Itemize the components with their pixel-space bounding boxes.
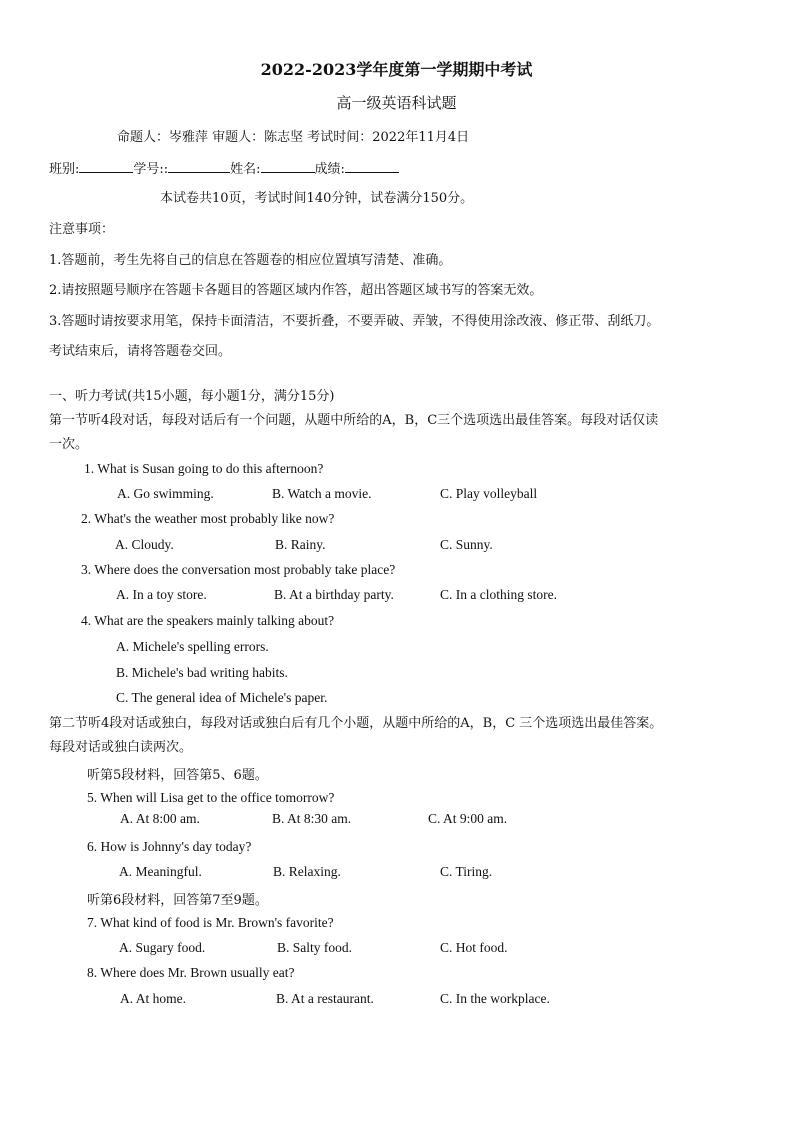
q2-option-a[interactable]: A. Cloudy. xyxy=(115,537,174,552)
q3-option-b[interactable]: B. At a birthday party. xyxy=(274,587,394,602)
material-6-heading: 听第6段材料，回答第7至9题。 xyxy=(87,893,268,908)
class-blank[interactable] xyxy=(79,160,133,173)
q3-option-a[interactable]: A. In a toy store. xyxy=(116,587,207,602)
part1-heading: 一、听力考试(共15小题，每小题1分，满分15分) xyxy=(49,389,335,404)
q3-option-c[interactable]: C. In a clothing store. xyxy=(440,587,557,602)
student-id-blank[interactable] xyxy=(168,160,230,173)
q8-option-b[interactable]: B. At a restaurant. xyxy=(276,991,374,1006)
exam-info: 本试卷共10页，考试时间140分钟，试卷满分150分。 xyxy=(160,191,474,206)
q2-option-c[interactable]: C. Sunny. xyxy=(440,537,493,552)
q1-option-c[interactable]: C. Play volleyball xyxy=(440,486,538,501)
q4-option-c[interactable]: C. The general idea of Michele's paper. xyxy=(116,690,328,705)
q4-option-a[interactable]: A. Michele's spelling errors. xyxy=(116,639,269,654)
score-label: 成绩: xyxy=(314,162,345,177)
question-6: 6. How is Johnny's day today? xyxy=(87,839,252,854)
exam-subtitle: 高一级英语科试题 xyxy=(336,94,457,112)
question-3: 3. Where does the conversation most probably take place? xyxy=(81,562,396,577)
q4-option-b[interactable]: B. Michele's bad writing habits. xyxy=(116,665,288,680)
section1-instruction-cont: 一次。 xyxy=(49,437,89,452)
question-2: 2. What's the weather most probably like now? xyxy=(81,511,335,526)
score-blank[interactable] xyxy=(345,160,399,173)
exam-meta: 命题人：岑雅萍 审题人：陈志坚 考试时间：2022年11月4日 xyxy=(117,130,470,145)
question-1: 1. What is Susan going to do this afternoon? xyxy=(84,461,324,476)
class-label: 班别: xyxy=(49,162,80,177)
q1-option-b[interactable]: B. Watch a movie. xyxy=(272,486,372,501)
q6-option-b[interactable]: B. Relaxing. xyxy=(273,864,341,879)
exam-title: 2022-2023学年度第一学期期中考试 xyxy=(260,60,533,79)
q8-option-a[interactable]: A. At home. xyxy=(120,991,186,1006)
section1-instruction: 第一节听4段对话，每段对话后有一个问题，从题中所给的A，B，C三个选项选出最佳答案。每段对话仅读 xyxy=(49,413,659,428)
note-item: 考试结束后，请将答题卷交回。 xyxy=(49,344,232,359)
q1-option-a[interactable]: A. Go swimming. xyxy=(117,486,214,501)
question-5: 5. When will Lisa get to the office tomorrow? xyxy=(87,790,335,805)
q7-option-a[interactable]: A. Sugary food. xyxy=(119,940,206,955)
name-blank[interactable] xyxy=(261,160,315,173)
note-item: 3.答题时请按要求用笔，保持卡面清洁，不要折叠，不要弄破、弄皱，不得使用涂改液、修正带、刮纸刀。 xyxy=(49,314,660,329)
name-label: 姓名: xyxy=(230,162,261,177)
material-5-heading: 听第5段材料，回答第5、6题。 xyxy=(87,768,268,783)
section2-instruction-cont: 每段对话或独白读两次。 xyxy=(49,740,193,755)
notes-heading: 注意事项： xyxy=(49,222,115,237)
note-item: 2.请按照题号顺序在答题卡各题目的答题区域内作答，超出答题区域书写的答案无效。 xyxy=(49,283,543,298)
question-7: 7. What kind of food is Mr. Brown's favorite? xyxy=(87,915,334,930)
question-4: 4. What are the speakers mainly talking about? xyxy=(81,613,335,628)
q6-option-a[interactable]: A. Meaningful. xyxy=(119,864,202,879)
q7-option-b[interactable]: B. Salty food. xyxy=(277,940,353,955)
q5-option-c[interactable]: C. At 9:00 am. xyxy=(428,811,508,826)
q5-option-b[interactable]: B. At 8:30 am. xyxy=(272,811,352,826)
student-info-line xyxy=(49,158,399,177)
q5-option-a[interactable]: A. At 8:00 am. xyxy=(120,811,200,826)
question-8: 8. Where does Mr. Brown usually eat? xyxy=(87,965,295,980)
section2-instruction: 第二节听4段对话或独白，每段对话或独白后有几个小题，从题中所给的A，B，C 三个选项选出最佳答案。 xyxy=(49,716,663,731)
note-item: 1.答题前，考生先将自己的信息在答题卷的相应位置填写清楚、准确。 xyxy=(49,253,452,268)
q2-option-b[interactable]: B. Rainy. xyxy=(275,537,326,552)
q6-option-c[interactable]: C. Tiring. xyxy=(440,864,493,879)
q7-option-c[interactable]: C. Hot food. xyxy=(440,940,508,955)
student-id-label: 学号:: xyxy=(133,162,169,177)
q8-option-c[interactable]: C. In the workplace. xyxy=(440,991,550,1006)
